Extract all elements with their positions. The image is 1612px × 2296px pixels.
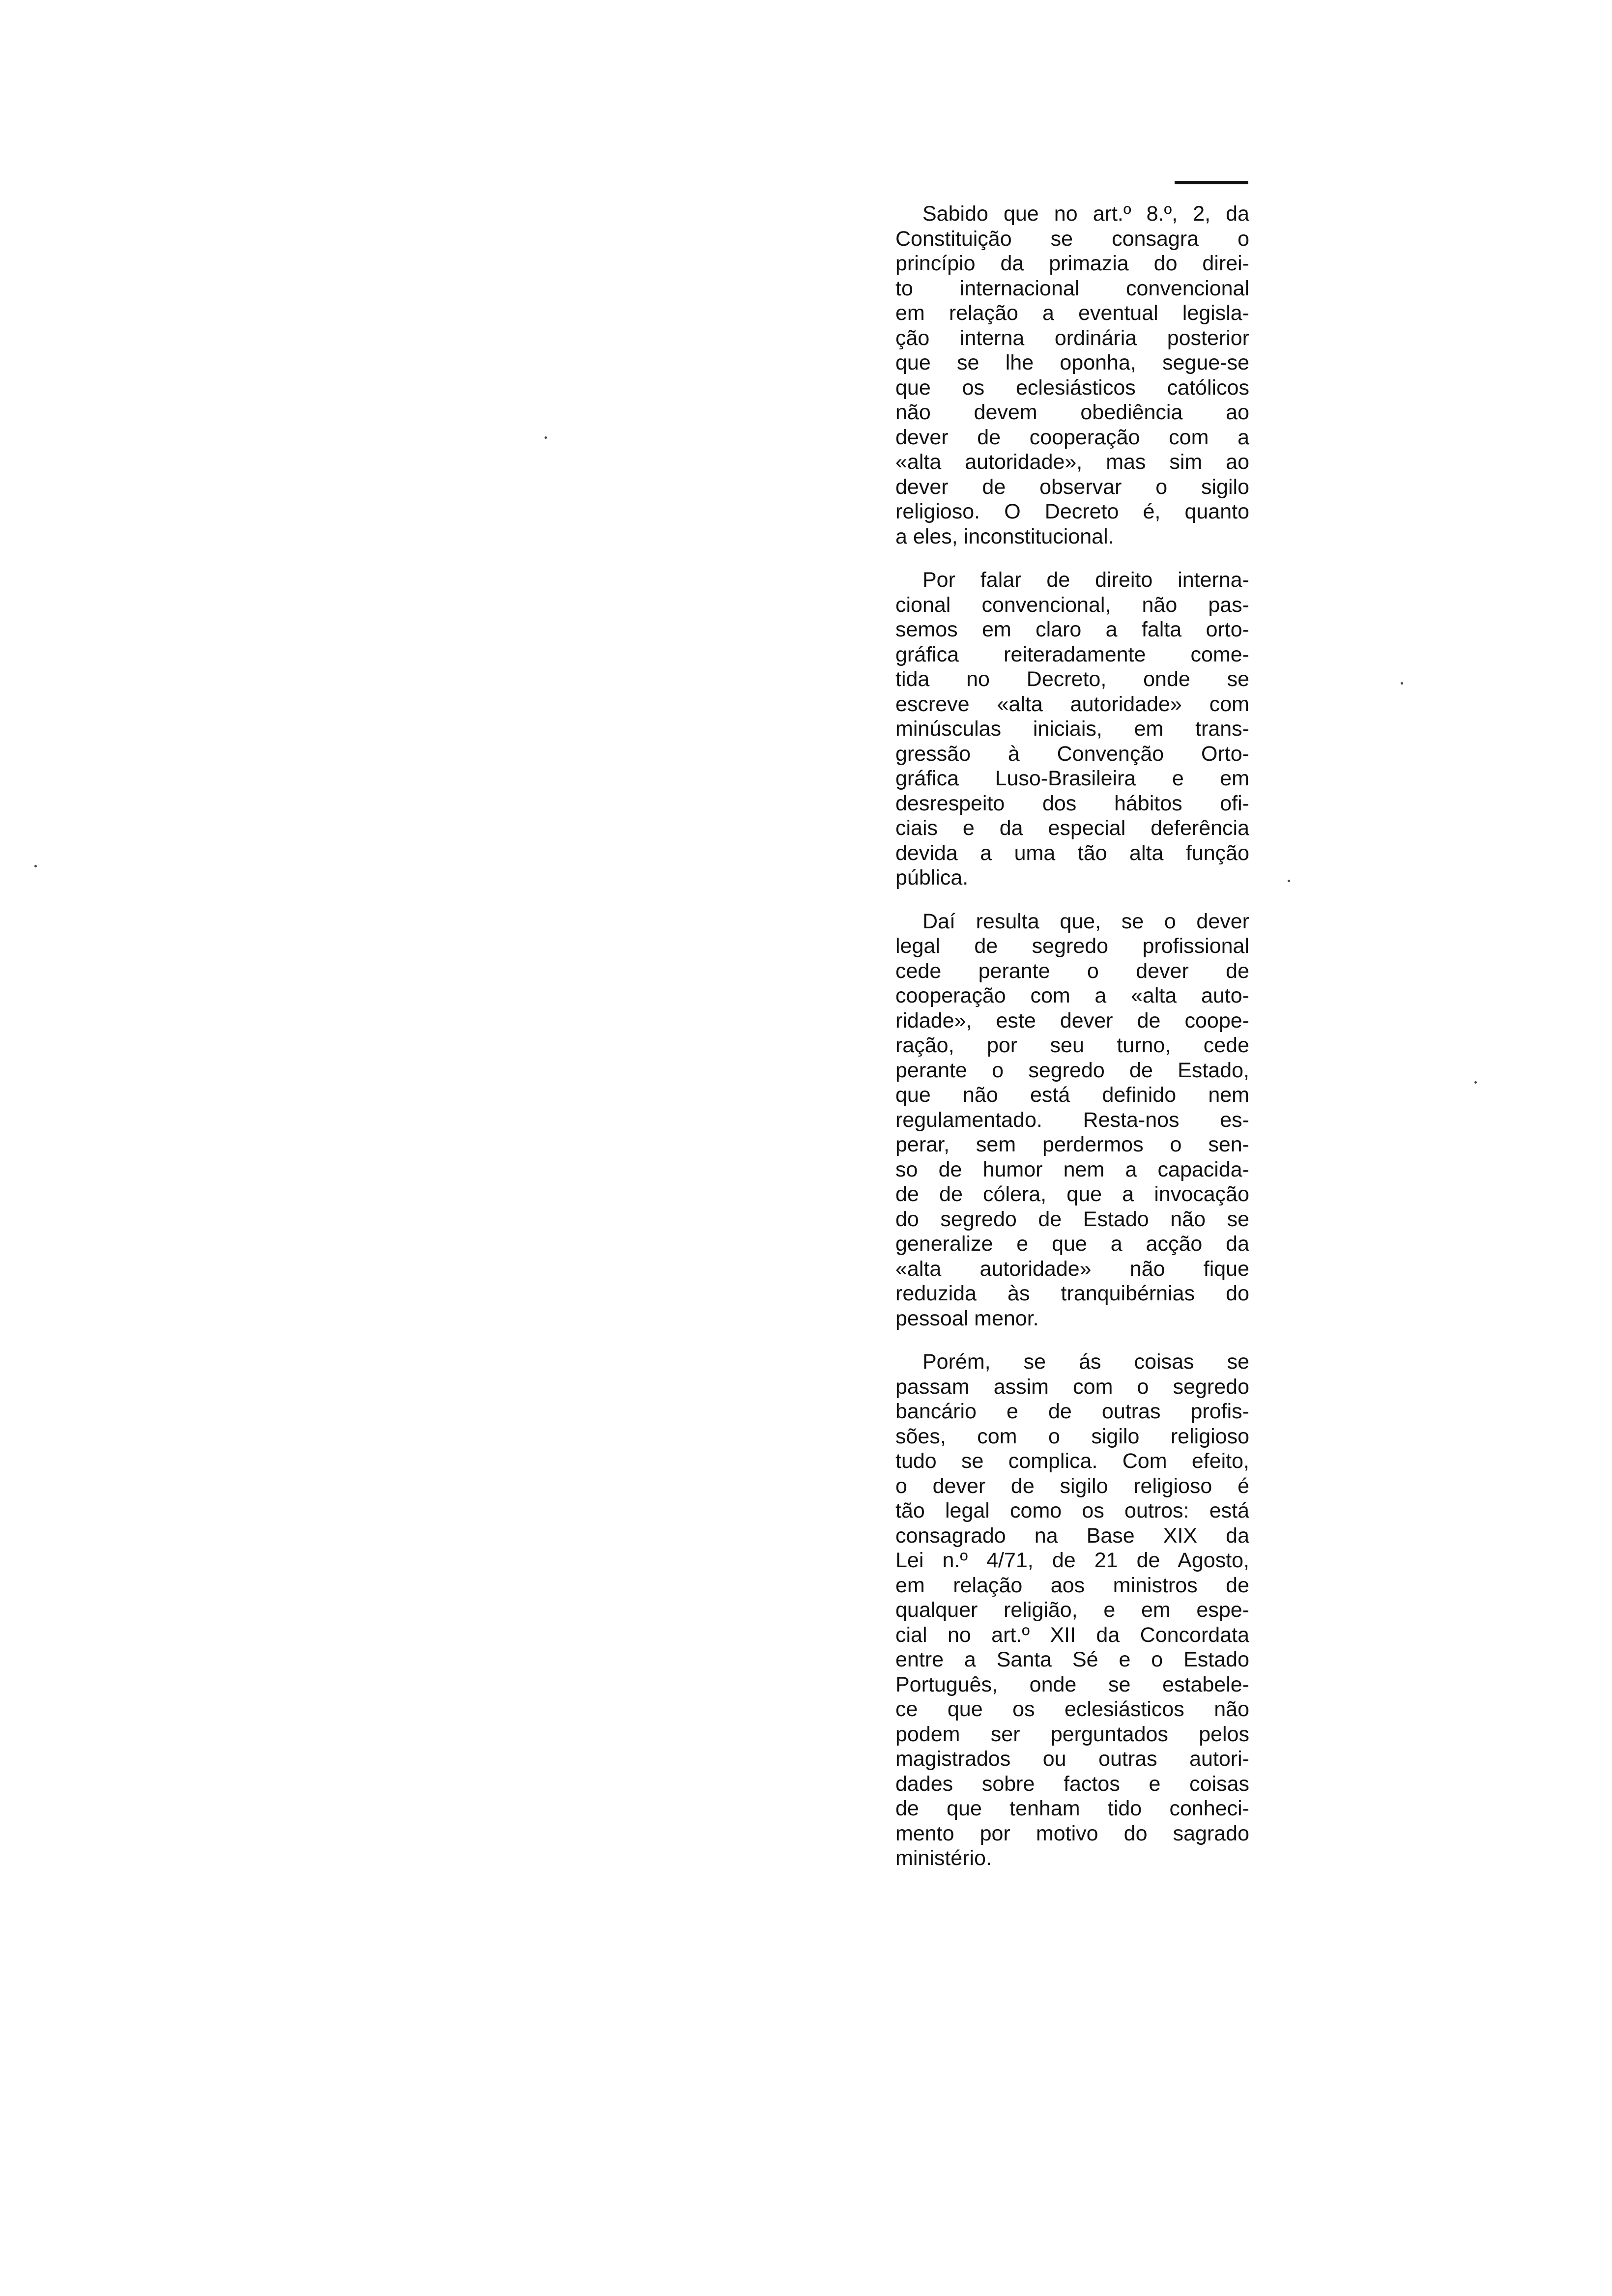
- article-line: cial no art.º XII da Concordata: [895, 1623, 1249, 1647]
- scan-speck: [34, 865, 37, 867]
- article-line: devida a uma tão alta função: [895, 841, 1249, 865]
- article-line: perante o segredo de Estado,: [895, 1058, 1249, 1082]
- article-line: consagrado na Base XIX da: [895, 1523, 1249, 1548]
- article-line: de que tenham tido conheci-: [895, 1797, 1249, 1820]
- article-line: semos em claro a falta orto-: [895, 618, 1249, 641]
- article-line: ce que os eclesiásticos não: [895, 1697, 1249, 1721]
- article-line: qualquer religião, e em espe-: [895, 1598, 1249, 1622]
- article-line: ciais e da especial deferência: [895, 816, 1249, 840]
- article-line: gráfica reiteradamente come-: [895, 642, 1249, 666]
- article-paragraph: [895, 201, 1249, 549]
- top-rule: [1175, 181, 1248, 184]
- article-line: de de cólera, que a invocação: [895, 1182, 1249, 1206]
- article-line: do segredo de Estado não se: [895, 1207, 1249, 1231]
- article-line: to internacional convencional: [895, 276, 1249, 300]
- article-line: escreve «alta autoridade» com: [895, 692, 1249, 716]
- article-line: mento por motivo do sagrado: [895, 1821, 1249, 1845]
- article-line: dever de cooperação com a: [895, 425, 1249, 449]
- article-line: sões, com o sigilo religioso: [895, 1424, 1249, 1448]
- article-line: bancário e de outras profis-: [895, 1400, 1249, 1423]
- article-line: Português, onde se estabele-: [895, 1672, 1249, 1696]
- scan-speck: [1474, 1081, 1477, 1084]
- article-line: que se lhe oponha, segue-se: [895, 351, 1249, 374]
- article-line: gráfica Luso-Brasileira e em: [895, 767, 1249, 790]
- article-line: cional convencional, não pas-: [895, 593, 1249, 617]
- article-line: passam assim com o segredo: [895, 1375, 1249, 1399]
- article-line: dever de observar o sigilo: [895, 475, 1249, 499]
- scan-speck: [1401, 682, 1403, 685]
- scan-speck: [545, 436, 547, 439]
- article-line: ção interna ordinária posterior: [895, 326, 1249, 350]
- article-line: gressão à Convenção Orto-: [895, 742, 1249, 766]
- article-line: magistrados ou outras autori-: [895, 1747, 1249, 1771]
- article-line: a eles, inconstitucional.: [895, 524, 1114, 548]
- article-line: tão legal como os outros: está: [895, 1499, 1249, 1522]
- article-line: pessoal menor.: [895, 1306, 1039, 1330]
- article-line: tudo se complica. Com efeito,: [895, 1449, 1249, 1473]
- article-line: legal de segredo profissional: [895, 934, 1249, 958]
- article-line: cooperação com a «alta auto-: [895, 984, 1249, 1007]
- article-line: ministério.: [895, 1846, 992, 1870]
- article-line: ridade», este dever de coope-: [895, 1008, 1249, 1033]
- article-line: que os eclesiásticos católicos: [895, 375, 1249, 400]
- article-line: desrespeito dos hábitos ofi-: [895, 791, 1249, 815]
- article-paragraph: [895, 568, 1249, 890]
- article-line: perar, sem perdermos o sen-: [895, 1133, 1249, 1156]
- scan-speck: [1288, 880, 1290, 882]
- article-line: ração, por seu turno, cede: [895, 1033, 1249, 1057]
- article-line: cede perante o dever de: [895, 959, 1249, 983]
- article-paragraph: [895, 909, 1249, 1331]
- article-line: Lei n.º 4/71, de 21 de Agosto,: [895, 1549, 1249, 1572]
- article-line: «alta autoridade», mas sim ao: [895, 450, 1249, 474]
- article-line: generalize e que a acção da: [895, 1232, 1249, 1256]
- article-line: pública.: [895, 866, 969, 890]
- article-line: regulamentado. Resta-nos es-: [895, 1108, 1249, 1132]
- article-line: Por falar de direito interna-: [922, 568, 1249, 592]
- article-line: em relação aos ministros de: [895, 1573, 1249, 1597]
- article-line: princípio da primazia do direi-: [895, 252, 1249, 275]
- article-column: [895, 201, 1249, 1890]
- article-line: tida no Decreto, onde se: [895, 667, 1249, 691]
- article-line: dades sobre factos e coisas: [895, 1772, 1249, 1796]
- article-line: podem ser perguntados pelos: [895, 1722, 1249, 1746]
- article-line: Porém, se ás coisas se: [922, 1350, 1249, 1374]
- article-line: Sabido que no art.º 8.º, 2, da: [922, 202, 1249, 226]
- article-paragraph: [895, 1349, 1249, 1871]
- article-line: que não está definido nem: [895, 1083, 1249, 1107]
- article-line: o dever de sigilo religioso é: [895, 1474, 1249, 1498]
- article-line: religioso. O Decreto é, quanto: [895, 500, 1249, 523]
- article-line: Constituição se consagra o: [895, 227, 1249, 251]
- article-line: «alta autoridade» não fique: [895, 1257, 1249, 1281]
- article-line: entre a Santa Sé e o Estado: [895, 1648, 1249, 1671]
- article-line: minúsculas iniciais, em trans-: [895, 717, 1249, 741]
- article-line: não devem obediência ao: [895, 401, 1249, 424]
- article-line: em relação a eventual legisla-: [895, 301, 1249, 325]
- article-line: reduzida às tranquibérnias do: [895, 1282, 1249, 1305]
- article-line: so de humor nem a capacida-: [895, 1157, 1249, 1181]
- article-line: Daí resulta que, se o dever: [922, 909, 1249, 933]
